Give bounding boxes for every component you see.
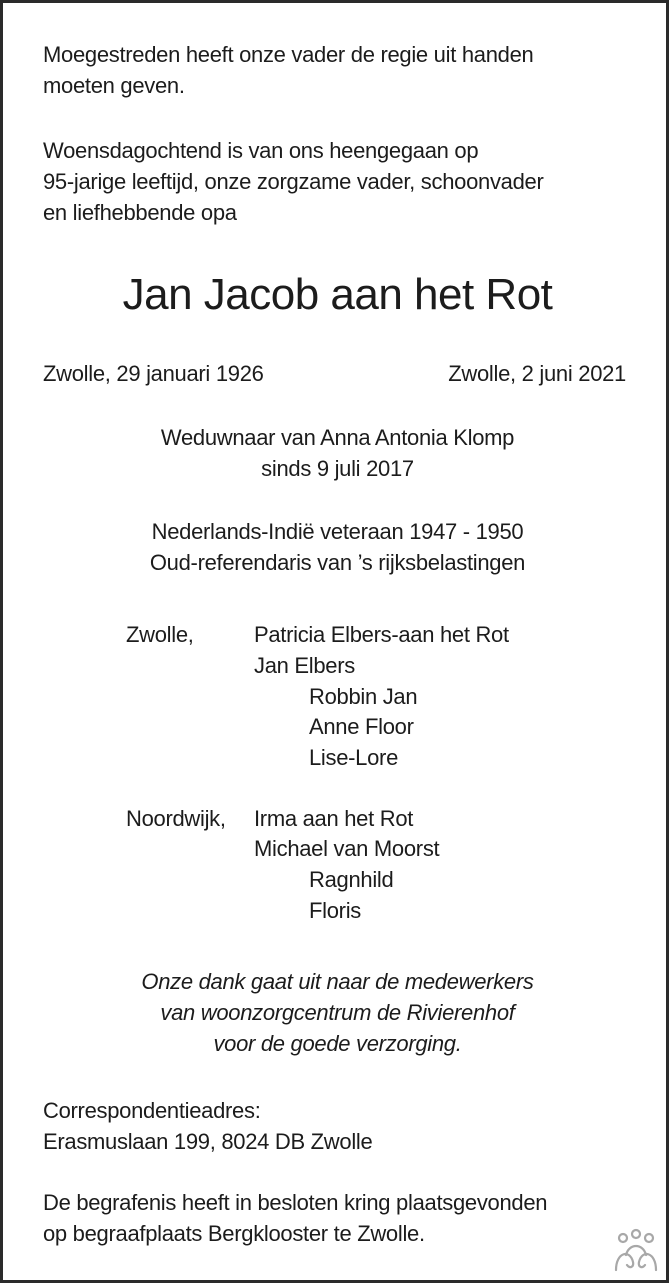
announcement-line-1: Woensdagochtend is van ons heengegaan op <box>43 138 479 163</box>
career-line-2: Oud-referendaris van ’s rijksbelastingen <box>149 550 526 575</box>
widower-line-1: Weduwnaar van Anna Antonia Klomp <box>160 425 515 450</box>
family-child: Lise-Lore <box>309 745 399 770</box>
correspondence-label: Correspondentieadres: <box>43 1098 261 1123</box>
thanks-line-2: van woonzorgcentrum de Rivierenhof <box>160 1000 515 1025</box>
family-child: Ragnhild <box>309 867 394 892</box>
thanks-line-3: voor de goede verzorging. <box>213 1031 462 1056</box>
intro-line-2: moeten geven. <box>43 73 185 98</box>
funeral-line-1: De begrafenis heeft in besloten kring plaatsgevonden <box>43 1190 548 1215</box>
family-child: Anne Floor <box>309 714 414 739</box>
family-place: Noordwijk, <box>126 806 226 831</box>
deceased-name: Jan Jacob aan het Rot <box>122 270 553 319</box>
intro-line-1: Moegestreden heeft onze vader de regie uit handen <box>43 42 534 67</box>
people-group-icon <box>613 1227 659 1273</box>
thanks-line-1: Onze dank gaat uit naar de medewerkers <box>141 969 534 994</box>
announcement-line-2: 95-jarige leeftijd, onze zorgzame vader, schoonvader <box>43 169 544 194</box>
correspondence-address: Erasmuslaan 199, 8024 DB Zwolle <box>43 1129 373 1154</box>
family-child: Floris <box>309 898 361 923</box>
family-child: Robbin Jan <box>309 684 418 709</box>
birth-info: Zwolle, 29 januari 1926 <box>43 361 264 386</box>
death-info: Zwolle, 2 juni 2021 <box>448 361 626 386</box>
family-parent: Jan Elbers <box>254 653 355 678</box>
family-parent: Michael van Moorst <box>254 836 440 861</box>
announcement-line-3: en liefhebbende opa <box>43 200 237 225</box>
family-place: Zwolle, <box>126 622 194 647</box>
family-parent: Irma aan het Rot <box>254 806 414 831</box>
widower-line-2: sinds 9 juli 2017 <box>261 456 414 481</box>
family-parent: Patricia Elbers-aan het Rot <box>254 622 509 647</box>
career-line-1: Nederlands-Indië veteraan 1947 - 1950 <box>151 519 524 544</box>
funeral-line-2: op begraafplaats Bergklooster te Zwolle. <box>43 1221 425 1246</box>
